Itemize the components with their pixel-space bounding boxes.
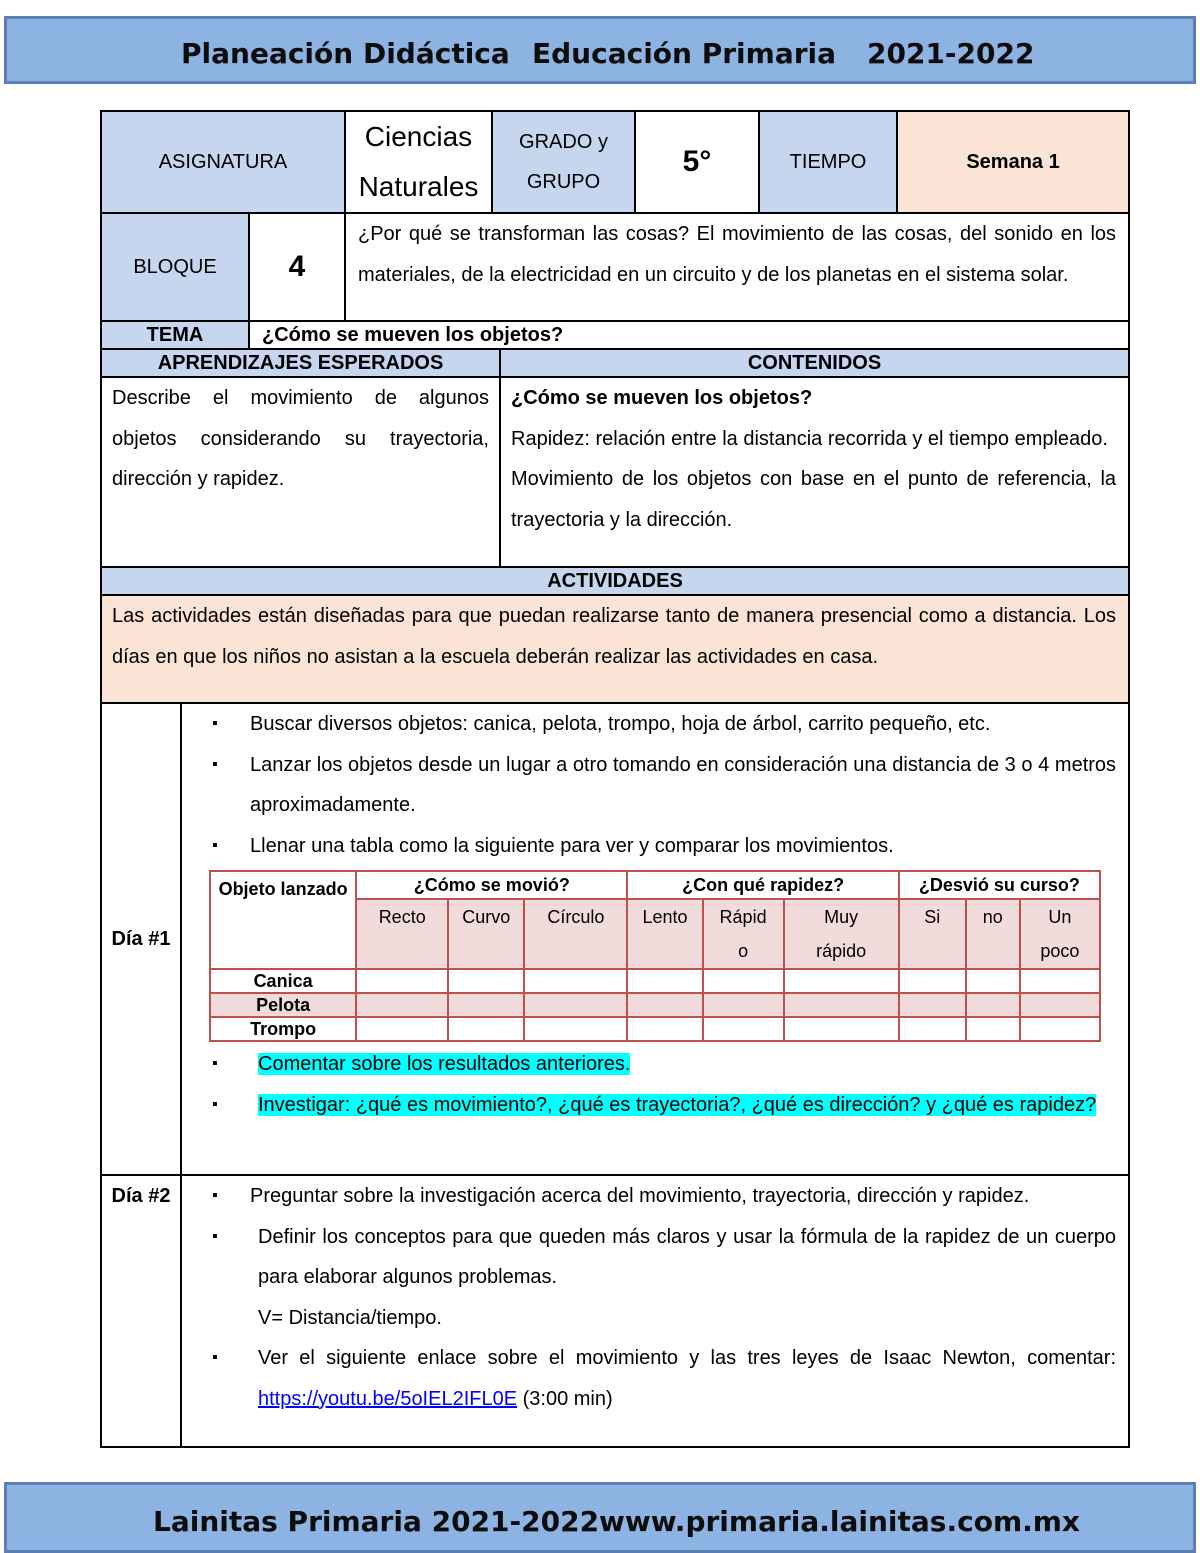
day1-list: [182, 704, 1116, 866]
subheader: Muy rápido: [784, 899, 899, 969]
list-item: ▪ Buscar diversos objetos: canica, pelota, trompo, hoja de árbol, carrito pequeño, etc.: [250, 704, 1116, 745]
table-row-label: Canica: [210, 969, 356, 993]
actividades-header: ACTIVIDADES: [101, 567, 1129, 595]
subheader: Círculo: [524, 899, 627, 969]
footer-website: www.primaria.lainitas.com.mx: [599, 1505, 1080, 1538]
subheader: Recto: [356, 899, 448, 969]
tiempo-value: Semana 1: [897, 111, 1129, 213]
grado-value: 5°: [635, 111, 759, 213]
group-header: ¿Cómo se movió?: [356, 871, 627, 899]
group-header: ¿Desvió su curso?: [899, 871, 1100, 899]
tema-label: TEMA: [101, 321, 249, 349]
subheader: Curvo: [448, 899, 524, 969]
list-item: [250, 1085, 1116, 1126]
table-row-label: Trompo: [210, 1017, 356, 1041]
movement-table: [209, 870, 1101, 1042]
link-item-text: Ver el siguiente enlace sobre el movimiento y las tres leyes de Isaac Newton, comentar:: [258, 1347, 1117, 1369]
day2-label: Día #2: [101, 1175, 181, 1447]
day2-list-link: [182, 1338, 1116, 1419]
tiempo-label: TIEMPO: [759, 111, 897, 213]
planning-table: [100, 110, 1130, 1448]
aprendizajes-text: Describe el movimiento de algunos objetos considerando su trayectoria, dirección y rapidez.: [101, 377, 500, 567]
asignatura-label: ASIGNATURA: [101, 111, 345, 213]
contenidos-paragraph: Rapidez: relación entre la distancia recorrida y el tiempo empleado.: [511, 427, 1108, 450]
formula: V= Distancia/tiempo.: [258, 1306, 442, 1329]
aprendizajes-header: APRENDIZAJES ESPERADOS: [101, 349, 500, 377]
page-header: [4, 16, 1196, 84]
list-item: ▪ Llenar una tabla como la siguiente para ver y comparar los movimientos.: [250, 826, 1116, 867]
header-year: 2021-2022: [867, 37, 1035, 70]
footer-brand: Lainitas Primaria 2021-2022: [153, 1505, 600, 1538]
contenidos-paragraph: Movimiento de los objetos con base en el punto de referencia, la trayectoria y la dirección.: [511, 468, 1117, 531]
list-item: [250, 1044, 1116, 1085]
table-row-label: Pelota: [210, 993, 356, 1017]
grado-label: GRADO y GRUPO: [492, 111, 635, 213]
asignatura-value: Ciencias Naturales: [345, 111, 492, 213]
video-link[interactable]: https://youtu.be/5oIEL2IFL0E: [258, 1387, 518, 1410]
subheader: Lento: [627, 899, 702, 969]
day1-content: [181, 703, 1129, 1175]
group-header: ¿Con qué rapidez?: [627, 871, 898, 899]
contenidos-header: CONTENIDOS: [500, 349, 1129, 377]
day1-list-after: [182, 1044, 1116, 1125]
subheader: Si: [899, 899, 966, 969]
list-item: ▪ Preguntar sobre la investigación acerca del movimiento, trayectoria, dirección y rapidez.: [250, 1176, 1116, 1217]
day2-content: [181, 1175, 1129, 1447]
tema-value: ¿Cómo se mueven los objetos?: [249, 321, 1129, 349]
page-footer: [4, 1482, 1196, 1553]
link-duration: (3:00 min): [517, 1387, 613, 1410]
bloque-description: ¿Por qué se transforman las cosas? El movimiento de las cosas, del sonido en los materiales, de la electricidad en un circuito y de los planetas en el sistema solar.: [345, 213, 1129, 321]
day2-list: [182, 1176, 1116, 1298]
list-item: [250, 1338, 1116, 1419]
subheader: Rápido: [703, 899, 784, 969]
bloque-value: 4: [249, 213, 345, 321]
contenidos-title: ¿Cómo se mueven los objetos?: [511, 387, 813, 409]
subheader: no: [966, 899, 1020, 969]
highlighted-text: Investigar: ¿qué es movimiento?, ¿qué es trayectoria?, ¿qué es dirección? y ¿qué es rapidez?: [258, 1093, 1097, 1116]
objeto-header: Objeto lanzado: [210, 871, 356, 969]
actividades-intro: Las actividades están diseñadas para que puedan realizarse tanto de manera presencial como a distancia. Los días en que los niños no asistan a la escuela deberán realizar las actividades en casa.: [101, 595, 1129, 703]
subheader: Un poco: [1020, 899, 1100, 969]
highlighted-text: Comentar sobre los resultados anteriores.: [258, 1053, 631, 1075]
header-level: Educación Primaria: [532, 37, 837, 70]
day1-label: Día #1: [101, 703, 181, 1175]
list-item: ▪ Definir los conceptos para que queden más claros y usar la fórmula de la rapidez de un cuerpo para elaborar algunos problemas.: [250, 1217, 1116, 1298]
bloque-label: BLOQUE: [101, 213, 249, 321]
contenidos-cell: [500, 377, 1129, 567]
header-title: Planeación Didáctica: [181, 37, 510, 70]
list-item: ▪ Lanzar los objetos desde un lugar a otro tomando en consideración una distancia de 3 o 4 metros aproximadamente.: [250, 745, 1116, 826]
